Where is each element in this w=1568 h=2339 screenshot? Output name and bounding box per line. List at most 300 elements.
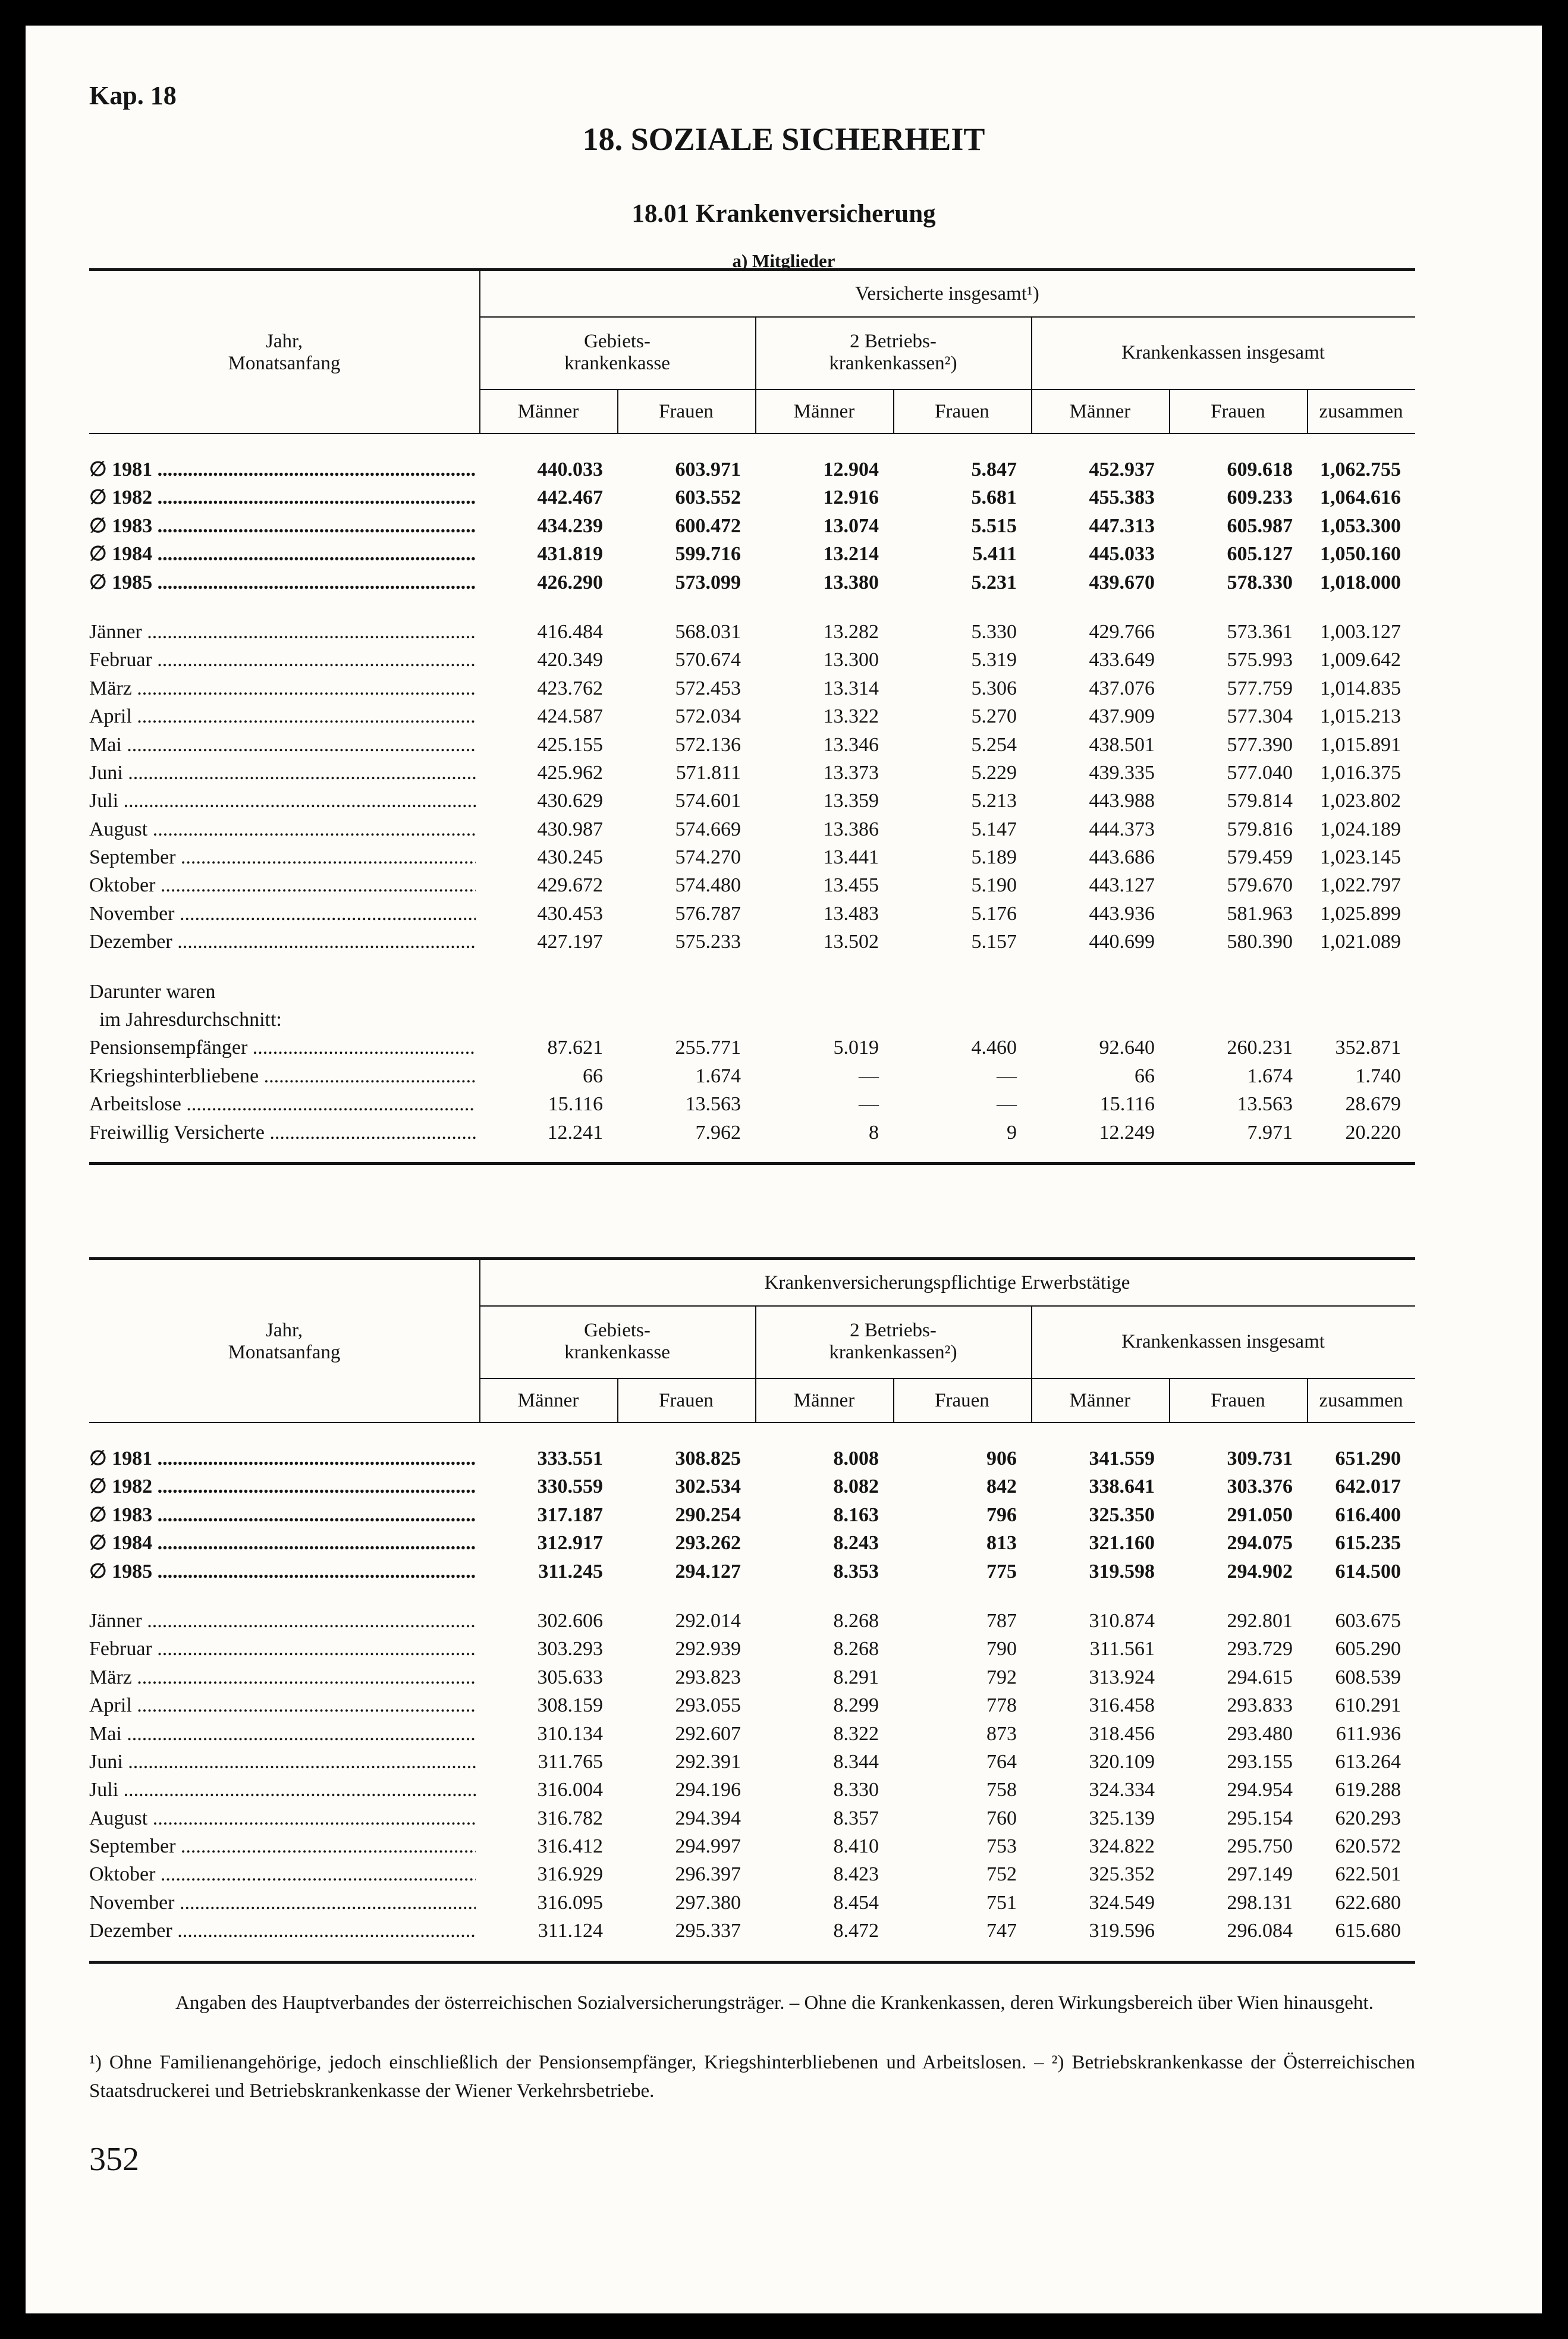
table-cell: 579.459 — [1227, 846, 1293, 869]
table-cell: 311.765 — [538, 1750, 603, 1773]
table-cell: 1,009.642 — [1320, 649, 1401, 671]
table-cell: 297.380 — [675, 1891, 741, 1914]
table-cell: 292.607 — [675, 1722, 741, 1745]
table-cell: 5.847 — [971, 459, 1017, 481]
page-number: 352 — [89, 2141, 139, 2178]
table-cell: 15.116 — [1099, 1093, 1155, 1116]
table-row — [89, 1804, 1415, 1832]
table-cell: 316.458 — [1089, 1694, 1155, 1717]
table-cell: 295.154 — [1227, 1807, 1293, 1829]
table-row — [89, 1776, 1415, 1804]
table-cell: 13.502 — [823, 931, 879, 953]
table-cell: 13.282 — [823, 620, 879, 643]
table-cell: 575.233 — [675, 931, 741, 953]
row-label: April ..... — [89, 1691, 476, 1719]
table-cell: 439.670 — [1089, 571, 1155, 594]
table-cell: 5.231 — [971, 571, 1017, 594]
column-header: Frauen — [1211, 1389, 1265, 1411]
table-cell: 430.453 — [537, 902, 603, 925]
table-cell: 605.290 — [1335, 1638, 1401, 1660]
table-cell: 425.962 — [537, 761, 603, 784]
table-cell: 13.455 — [823, 874, 879, 897]
table-cell: 440.699 — [1089, 931, 1155, 953]
row-gap — [89, 1945, 1415, 1961]
table-cell: 747 — [986, 1920, 1017, 1942]
table-cell: 317.187 — [537, 1503, 603, 1526]
table-cell: 294.997 — [675, 1835, 741, 1858]
table-cell: 316.782 — [537, 1807, 603, 1829]
table-cell: 5.019 — [833, 1037, 879, 1059]
row-label: Juli ..... — [89, 1776, 476, 1804]
sub-header: 2 Betriebs- krankenkassen²) — [829, 1320, 957, 1363]
table-cell: 1,016.375 — [1320, 761, 1401, 784]
table-cell: 443.988 — [1089, 790, 1155, 812]
row-gap — [89, 1586, 1415, 1607]
table-cell: 430.987 — [537, 818, 603, 840]
table-cell: 8.472 — [833, 1920, 879, 1942]
table-cell: 1.674 — [1247, 1065, 1293, 1087]
document-page — [26, 26, 1542, 2313]
table-cell: 605.987 — [1227, 514, 1293, 537]
table-cell: 609.618 — [1227, 459, 1293, 481]
table-cell: 296.397 — [675, 1863, 741, 1886]
row-label: Jänner ..... — [89, 618, 476, 646]
table-cell: 430.245 — [537, 846, 603, 869]
table-cell: 8.299 — [833, 1694, 879, 1717]
table-cell: 8.353 — [833, 1560, 879, 1583]
table-cell: 609.233 — [1227, 486, 1293, 509]
table-cell: 294.196 — [675, 1779, 741, 1801]
table-cell: 603.971 — [675, 459, 741, 481]
row-label: September ..... — [89, 1832, 476, 1860]
stub-header: Jahr, Monatsanfang — [228, 331, 341, 374]
table-cell: 325.352 — [1089, 1863, 1155, 1886]
table-cell: 1.740 — [1355, 1065, 1401, 1087]
row-label: Kriegshinterbliebene ..... — [89, 1062, 476, 1090]
table-row — [89, 456, 1415, 484]
table-cell: 610.291 — [1335, 1694, 1401, 1717]
table-cell: 313.924 — [1089, 1666, 1155, 1688]
page-title: 18. SOZIALE SICHERHEIT — [582, 121, 985, 157]
row-label: Juli ..... — [89, 787, 476, 815]
table-cell: 423.762 — [537, 677, 603, 699]
table-cell: 5.515 — [971, 514, 1017, 537]
table-cell: 28.679 — [1345, 1093, 1401, 1116]
table-row — [89, 618, 1415, 646]
table-cell: 316.412 — [537, 1835, 603, 1858]
row-label: März ..... — [89, 674, 476, 702]
footnote-2-marker: ²) — [1051, 2052, 1064, 2073]
table-cell: 320.109 — [1089, 1750, 1155, 1773]
table-cell: 293.155 — [1227, 1750, 1293, 1773]
table-cell: 614.500 — [1335, 1560, 1401, 1583]
table-cell: 5.254 — [971, 733, 1017, 756]
table-cell: 294.394 — [675, 1807, 741, 1829]
table-cell: 577.304 — [1227, 705, 1293, 728]
table-cell: 292.801 — [1227, 1609, 1293, 1632]
table-cell: 8.243 — [833, 1532, 879, 1555]
table-cell: 293.262 — [675, 1532, 741, 1555]
table-cell: 13.373 — [823, 761, 879, 784]
sub-header: Krankenkassen insgesamt — [1121, 1330, 1325, 1352]
table-cell: 92.640 — [1099, 1037, 1155, 1059]
table-cell: 8.344 — [833, 1750, 879, 1773]
table-row — [89, 843, 1415, 871]
table-row — [89, 1607, 1415, 1635]
row-label: November ..... — [89, 1889, 476, 1917]
table-cell: 452.937 — [1089, 459, 1155, 481]
column-header: zusammen — [1319, 400, 1403, 422]
table-cell: 575.993 — [1227, 649, 1293, 671]
table-cell: 5.157 — [971, 931, 1017, 953]
row-label: Mai ..... — [89, 1720, 476, 1748]
table-cell: 445.033 — [1089, 543, 1155, 566]
table-cell: 8.268 — [833, 1609, 879, 1632]
table-cell: — — [997, 1093, 1017, 1116]
table-row — [89, 1860, 1415, 1888]
table-cell: 293.833 — [1227, 1694, 1293, 1717]
table-cell: 573.099 — [675, 571, 741, 594]
table-cell: 434.239 — [537, 514, 603, 537]
table-cell: 5.411 — [972, 543, 1017, 566]
table-cell: 603.552 — [675, 486, 741, 509]
table-cell: 295.337 — [675, 1920, 741, 1942]
table-cell: 330.559 — [537, 1475, 603, 1498]
table-cell: 338.641 — [1089, 1475, 1155, 1498]
table-cell: 8.291 — [833, 1666, 879, 1688]
table-cell: 1,014.835 — [1320, 677, 1401, 699]
table-cell: 579.670 — [1227, 874, 1293, 897]
table-cell: 294.127 — [675, 1560, 741, 1583]
column-header: Frauen — [659, 1389, 714, 1411]
table-cell: 1,022.797 — [1320, 874, 1401, 897]
column-header: Frauen — [935, 400, 989, 422]
table-cell: 1,053.300 — [1320, 514, 1401, 537]
table-cell: 8.357 — [833, 1807, 879, 1829]
table-cell: 424.587 — [537, 705, 603, 728]
table-row — [89, 1445, 1415, 1473]
table-cell: 651.290 — [1335, 1448, 1401, 1470]
table-cell: 303.376 — [1227, 1475, 1293, 1498]
table-row — [89, 1034, 1415, 1062]
table-cell: 1,018.000 — [1320, 571, 1401, 594]
table-cell: 8 — [869, 1121, 879, 1144]
table-cell: 603.675 — [1335, 1609, 1401, 1632]
table-cell: 311.245 — [538, 1560, 603, 1583]
table-cell: 13.214 — [823, 543, 879, 566]
table-cell: 316.929 — [537, 1863, 603, 1886]
table-cell: 333.551 — [537, 1448, 603, 1470]
table-row — [89, 731, 1415, 759]
row-label: Februar ..... — [89, 646, 476, 674]
table-cell: 5.229 — [971, 761, 1017, 784]
table-cell: 600.472 — [675, 514, 741, 537]
table-cell: 5.306 — [971, 677, 1017, 699]
row-label: Oktober ..... — [89, 1860, 476, 1888]
row-label: Oktober ..... — [89, 871, 476, 899]
section-title: 18.01 Krankenversicherung — [631, 200, 936, 228]
table-cell: 324.822 — [1089, 1835, 1155, 1858]
row-gap — [89, 596, 1415, 618]
table-cell: 416.484 — [537, 620, 603, 643]
table-cell: 13.314 — [823, 677, 879, 699]
row-label: April ..... — [89, 702, 476, 730]
table-cell: 292.939 — [675, 1638, 741, 1660]
row-label: November ..... — [89, 900, 476, 928]
table-cell: 13.483 — [823, 902, 879, 925]
table-cell: 1,015.213 — [1320, 705, 1401, 728]
group-header: Krankenversicherungspflichtige Erwerbstätige — [764, 1271, 1130, 1293]
table-row — [89, 1720, 1415, 1748]
table-cell: 319.598 — [1089, 1560, 1155, 1583]
column-header: Frauen — [659, 400, 714, 422]
group-header: Versicherte insgesamt¹) — [855, 282, 1039, 304]
table-row — [89, 900, 1415, 928]
table-cell: 605.127 — [1227, 543, 1293, 566]
table-row — [89, 1748, 1415, 1776]
table-cell: 324.549 — [1089, 1891, 1155, 1914]
table-cell: 310.874 — [1089, 1609, 1155, 1632]
table-cell: 430.629 — [537, 790, 603, 812]
table-cell: 431.819 — [537, 543, 603, 566]
table-row — [89, 1663, 1415, 1691]
table-cell: 292.014 — [675, 1609, 741, 1632]
table-erwerbstaetige — [89, 1257, 1415, 1964]
table-cell: 20.220 — [1345, 1121, 1401, 1144]
table-cell: 5.190 — [971, 874, 1017, 897]
row-label: ∅ 1984 ..... — [89, 540, 476, 568]
table-body — [89, 1423, 1415, 1964]
table-cell: 574.480 — [675, 874, 741, 897]
table-cell: 295.750 — [1227, 1835, 1293, 1858]
column-header: Männer — [793, 400, 855, 422]
table-row — [89, 928, 1415, 956]
table-cell: 5.681 — [971, 486, 1017, 509]
table-cell: 12.241 — [547, 1121, 603, 1144]
table-cell: 311.124 — [538, 1920, 603, 1942]
table-cell: 760 — [986, 1807, 1017, 1829]
table-cell: 298.131 — [1227, 1891, 1293, 1914]
table-cell: 906 — [986, 1448, 1017, 1470]
table-row — [89, 674, 1415, 702]
table-row — [89, 1119, 1415, 1147]
column-header: Frauen — [1211, 400, 1265, 422]
table-row — [89, 702, 1415, 730]
row-label: Februar ..... — [89, 1635, 476, 1663]
stub-header: Jahr, Monatsanfang — [228, 1320, 341, 1363]
table-cell: 66 — [1135, 1065, 1155, 1087]
table-cell: 294.902 — [1227, 1560, 1293, 1583]
table-cell: 599.716 — [675, 543, 741, 566]
table-cell: 420.349 — [537, 649, 603, 671]
table-cell: 7.971 — [1247, 1121, 1293, 1144]
table-cell: 439.335 — [1089, 761, 1155, 784]
table-cell: 620.293 — [1335, 1807, 1401, 1829]
row-gap — [89, 1423, 1415, 1445]
footnote-2-text: Betriebskrankenkasse der Österreichischen Staatsdruckerei und Betriebskrankenkasse der Wiener Verkehrsbetriebe. — [89, 2052, 1416, 2102]
table-cell: 13.074 — [823, 514, 879, 537]
table-cell: 8.163 — [833, 1503, 879, 1526]
table-cell: 341.559 — [1089, 1448, 1155, 1470]
table-cell: 427.197 — [537, 931, 603, 953]
table-cell: 312.917 — [537, 1532, 603, 1555]
row-label: Darunter waren — [89, 980, 216, 1003]
table-cell: 5.176 — [971, 902, 1017, 925]
sub-header: Gebiets- krankenkasse — [564, 331, 670, 374]
table-cell: 443.686 — [1089, 846, 1155, 869]
table-cell: 813 — [986, 1532, 1017, 1555]
table-cell: 13.359 — [823, 790, 879, 812]
column-header: Frauen — [935, 1389, 989, 1411]
table-cell: 444.373 — [1089, 818, 1155, 840]
table-cell: 620.572 — [1335, 1835, 1401, 1858]
table-row — [89, 871, 1415, 899]
table-cell: 619.288 — [1335, 1779, 1401, 1801]
table-cell: 294.615 — [1227, 1666, 1293, 1688]
row-label: ∅ 1982 ..... — [89, 484, 476, 511]
row-label: im Jahresdurchschnitt: — [89, 1009, 282, 1031]
table-cell: 13.380 — [823, 571, 879, 594]
table-cell: 13.441 — [823, 846, 879, 869]
table-cell: 568.031 — [675, 620, 741, 643]
table-cell: 622.501 — [1335, 1863, 1401, 1886]
table-header — [89, 1257, 1415, 1423]
table-cell: 574.270 — [675, 846, 741, 869]
table-cell: 455.383 — [1089, 486, 1155, 509]
table-cell: 426.290 — [537, 571, 603, 594]
table-cell: 255.771 — [675, 1037, 741, 1059]
table-cell: 581.963 — [1227, 902, 1293, 925]
table-cell: 611.936 — [1336, 1722, 1401, 1745]
column-header: Männer — [517, 400, 579, 422]
table-cell: 12.904 — [823, 459, 879, 481]
table-cell: 13.386 — [823, 818, 879, 840]
table-cell: 324.334 — [1089, 1779, 1155, 1801]
table-cell: 790 — [986, 1638, 1017, 1660]
table-cell: 615.235 — [1335, 1532, 1401, 1555]
table-cell: 571.811 — [675, 761, 741, 784]
table-row — [89, 1635, 1415, 1663]
table-cell: 753 — [986, 1835, 1017, 1858]
row-label: ∅ 1982 ..... — [89, 1473, 476, 1500]
table-cell: 292.391 — [675, 1750, 741, 1773]
table-cell: 12.249 — [1099, 1121, 1155, 1144]
table-row — [89, 1529, 1415, 1557]
table-cell: 642.017 — [1335, 1475, 1401, 1498]
table-cell: 437.909 — [1089, 705, 1155, 728]
table-cell: 308.159 — [537, 1694, 603, 1717]
table-cell: — — [859, 1065, 879, 1087]
table-cell: 758 — [986, 1779, 1017, 1801]
table-row — [89, 1090, 1415, 1118]
table-cell: 1,050.160 — [1320, 543, 1401, 566]
sub-header: Gebiets- krankenkasse — [564, 1320, 670, 1363]
table-cell: 752 — [986, 1863, 1017, 1886]
row-label: Juni ..... — [89, 1748, 476, 1776]
table-cell: 1.674 — [695, 1065, 741, 1087]
table-cell: 13.322 — [823, 705, 879, 728]
table-cell: 7.962 — [695, 1121, 741, 1144]
table-cell: 8.423 — [833, 1863, 879, 1886]
table-cell: 437.076 — [1089, 677, 1155, 699]
table-cell: 5.213 — [971, 790, 1017, 812]
column-header: Männer — [1069, 1389, 1131, 1411]
table-cell: 577.040 — [1227, 761, 1293, 784]
table-cell: 291.050 — [1227, 1503, 1293, 1526]
table-row — [89, 815, 1415, 843]
row-label: Jänner ..... — [89, 1607, 476, 1635]
table-cell: — — [859, 1093, 879, 1116]
table-cell: 442.467 — [537, 486, 603, 509]
table-row — [89, 759, 1415, 787]
row-label: Juni ..... — [89, 759, 476, 787]
row-label: Pensionsempfänger ..... — [89, 1034, 476, 1062]
table-cell: 5.330 — [971, 620, 1017, 643]
table-row — [89, 512, 1415, 540]
table-cell: 429.766 — [1089, 620, 1155, 643]
sub-header: Krankenkassen insgesamt — [1121, 341, 1325, 363]
table-cell: 425.155 — [537, 733, 603, 756]
table-cell: 66 — [583, 1065, 603, 1087]
table-row — [89, 1006, 1415, 1034]
table-cell: 8.082 — [833, 1475, 879, 1498]
row-label: ∅ 1981 ..... — [89, 456, 476, 484]
table-row — [89, 978, 1415, 1006]
table-cell: 8.008 — [833, 1448, 879, 1470]
row-gap — [89, 956, 1415, 978]
row-label: Freiwillig Versicherte ..... — [89, 1119, 476, 1147]
table-cell: 290.254 — [675, 1503, 741, 1526]
table-cell: 13.563 — [1237, 1093, 1293, 1116]
table-cell: 310.134 — [537, 1722, 603, 1745]
table-cell: 579.814 — [1227, 790, 1293, 812]
table-cell: 433.649 — [1089, 649, 1155, 671]
table-cell: 296.084 — [1227, 1920, 1293, 1942]
table-cell: 572.034 — [675, 705, 741, 728]
footnote-1-marker: ¹) — [89, 2052, 102, 2073]
row-label: August ..... — [89, 815, 476, 843]
table-cell: 572.136 — [675, 733, 741, 756]
table-cell: 325.350 — [1089, 1503, 1155, 1526]
table-cell: 5.319 — [971, 649, 1017, 671]
row-label: Dezember ..... — [89, 928, 476, 956]
table-cell: 574.669 — [675, 818, 741, 840]
row-label: August ..... — [89, 1804, 476, 1832]
table-cell: 1,064.616 — [1320, 486, 1401, 509]
table-cell: 1,015.891 — [1320, 733, 1401, 756]
row-label: September ..... — [89, 843, 476, 871]
row-label: Mai ..... — [89, 731, 476, 759]
table-cell: 622.680 — [1335, 1891, 1401, 1914]
footnote-1-text: Ohne Familienangehörige, jedoch einschließlich der Pensionsempfänger, Kriegshinterbliebenen und Arbeitslosen. – — [109, 2052, 1044, 2073]
table-cell: 302.606 — [537, 1609, 603, 1632]
table-cell: 873 — [986, 1722, 1017, 1745]
table-cell: 787 — [986, 1609, 1017, 1632]
table-cell: 318.456 — [1089, 1722, 1155, 1745]
table-cell: 15.116 — [548, 1093, 603, 1116]
table-row — [89, 1832, 1415, 1860]
table-cell: 293.823 — [675, 1666, 741, 1688]
table-cell: 608.539 — [1335, 1666, 1401, 1688]
table-cell: 842 — [986, 1475, 1017, 1498]
table-cell: 573.361 — [1227, 620, 1293, 643]
table-cell: 572.453 — [675, 677, 741, 699]
table-cell: 576.787 — [675, 902, 741, 925]
table-cell: 293.480 — [1227, 1722, 1293, 1745]
table-cell: 5.270 — [971, 705, 1017, 728]
table-cell: 1,024.189 — [1320, 818, 1401, 840]
chapter-label: Kap. 18 — [89, 81, 177, 110]
